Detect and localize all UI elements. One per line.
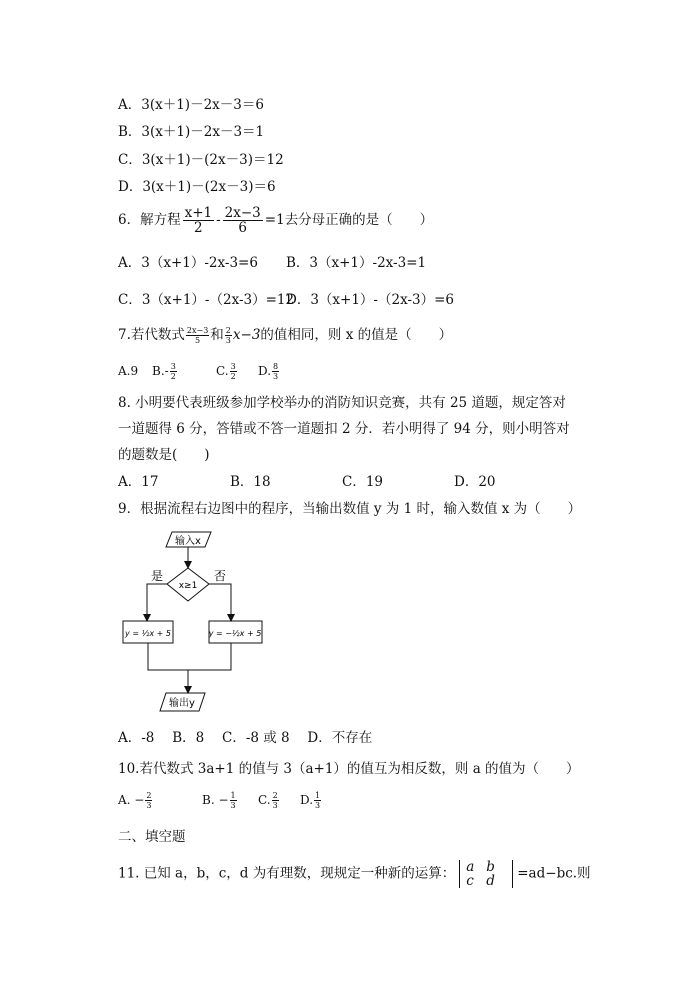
flow-condition: x≥1	[178, 581, 198, 591]
q8-line-3: 的题数是( )	[118, 447, 210, 463]
q10-stem: 10.若代数式 3a+1 的值与 3（a+1）的值互为相反数，则 a 的值为（ ）	[118, 761, 580, 777]
q5-option-a: A．3(x＋1)－2x－3＝6	[118, 97, 264, 113]
q5-option-b: B．3(x＋1)－2x－3＝1	[118, 124, 265, 140]
q8-option-a: A．17	[118, 474, 159, 490]
flowchart	[118, 525, 278, 720]
q8-option-b: B．18	[230, 474, 271, 490]
q7-fraction: $\frac{2x-3}{5}$	[186, 326, 209, 345]
q10-option-b: B. − $\frac{1}{3}$	[202, 791, 236, 810]
q7-coefficient: $\frac{2}{3}$	[225, 326, 231, 345]
q6-option-b: B．3（x+1）-2x-3=1	[286, 255, 427, 271]
flow-no-label: 否	[214, 569, 227, 583]
q6-option-c: C．3（x+1）-（2x-3）=12	[118, 292, 295, 308]
q10-options	[118, 791, 322, 810]
q8-option-c: C．19	[342, 474, 384, 490]
q7-option-c: C. $\frac{3}{2}$	[216, 362, 236, 381]
q6-options-row-1	[118, 254, 426, 272]
flow-left-formula: y = ½x + 5	[125, 629, 171, 638]
q11-determinant: a b c d	[459, 860, 513, 888]
q9-stem: 9．根据流程右边图中的程序，当输出数值 y 为 1 时，输入数值 x 为（ ）	[118, 501, 582, 517]
q7-option-a: A.9	[118, 364, 139, 378]
q8-options	[118, 473, 496, 491]
q11-stem: 11. 已知 a，b，c，d 为有理数，现规定一种新的运算： a b c d =ad−bc.则	[118, 859, 591, 889]
q5-option-c: C．3(x＋1)－(2x－3)＝12	[118, 152, 284, 168]
flow-input-label: 输入x	[175, 536, 201, 547]
q6-option-a: A．3（x+1）-2x-3=6	[118, 255, 258, 271]
flow-output-label: 输出y	[169, 698, 195, 709]
question-7-stem: 7.若代数式 $\frac{2x-3}{5}$ 和 $\frac{2}{3}$ x−3的值相同，则 x 的值是（ ）	[118, 326, 453, 345]
section-heading-fill-in: 二、填空题	[118, 829, 186, 845]
q10-option-d: D. $\frac{1}{3}$	[300, 791, 321, 810]
q10-option-a: A. − $\frac{2}{3}$	[118, 791, 152, 810]
q10-option-c: C. $\frac{2}{3}$	[258, 791, 278, 810]
q8-option-d: D．20	[454, 474, 496, 490]
question-6-stem: 6．解方程 $\frac{x+1}{2}$ - $\frac{2x-3}{6}$ =1去分母正确的是（ ）	[118, 205, 434, 236]
q7-option-b: B.- $\frac{3}{2}$	[152, 362, 176, 381]
q7-options	[118, 362, 280, 381]
q8-line-1: 8. 小明要代表班级参加学校举办的消防知识竞赛，共有 25 道题，规定答对	[118, 395, 566, 411]
q6-fraction-2: $\frac{2x-3}{6}$	[224, 205, 261, 236]
q9-options: A．-8 B．8 C．-8 或 8 D．不存在	[118, 730, 373, 746]
q7-option-d: D. $\frac{8}{3}$	[258, 362, 279, 381]
flow-right-formula: y = −½x + 5	[208, 629, 262, 638]
flow-yes-label: 是	[151, 569, 164, 583]
q8-line-2: 一道题得 6 分，答错或不答一道题扣 2 分．若小明得了 94 分，则小明答对	[118, 421, 570, 437]
q6-option-d: D．3（x+1）-（2x-3）=6	[286, 292, 455, 308]
q6-fraction-1: $\frac{x+1}{2}$	[184, 205, 213, 236]
q5-option-d: D．3(x＋1)－(2x－3)＝6	[118, 179, 276, 195]
q6-options-row-2	[118, 291, 454, 309]
